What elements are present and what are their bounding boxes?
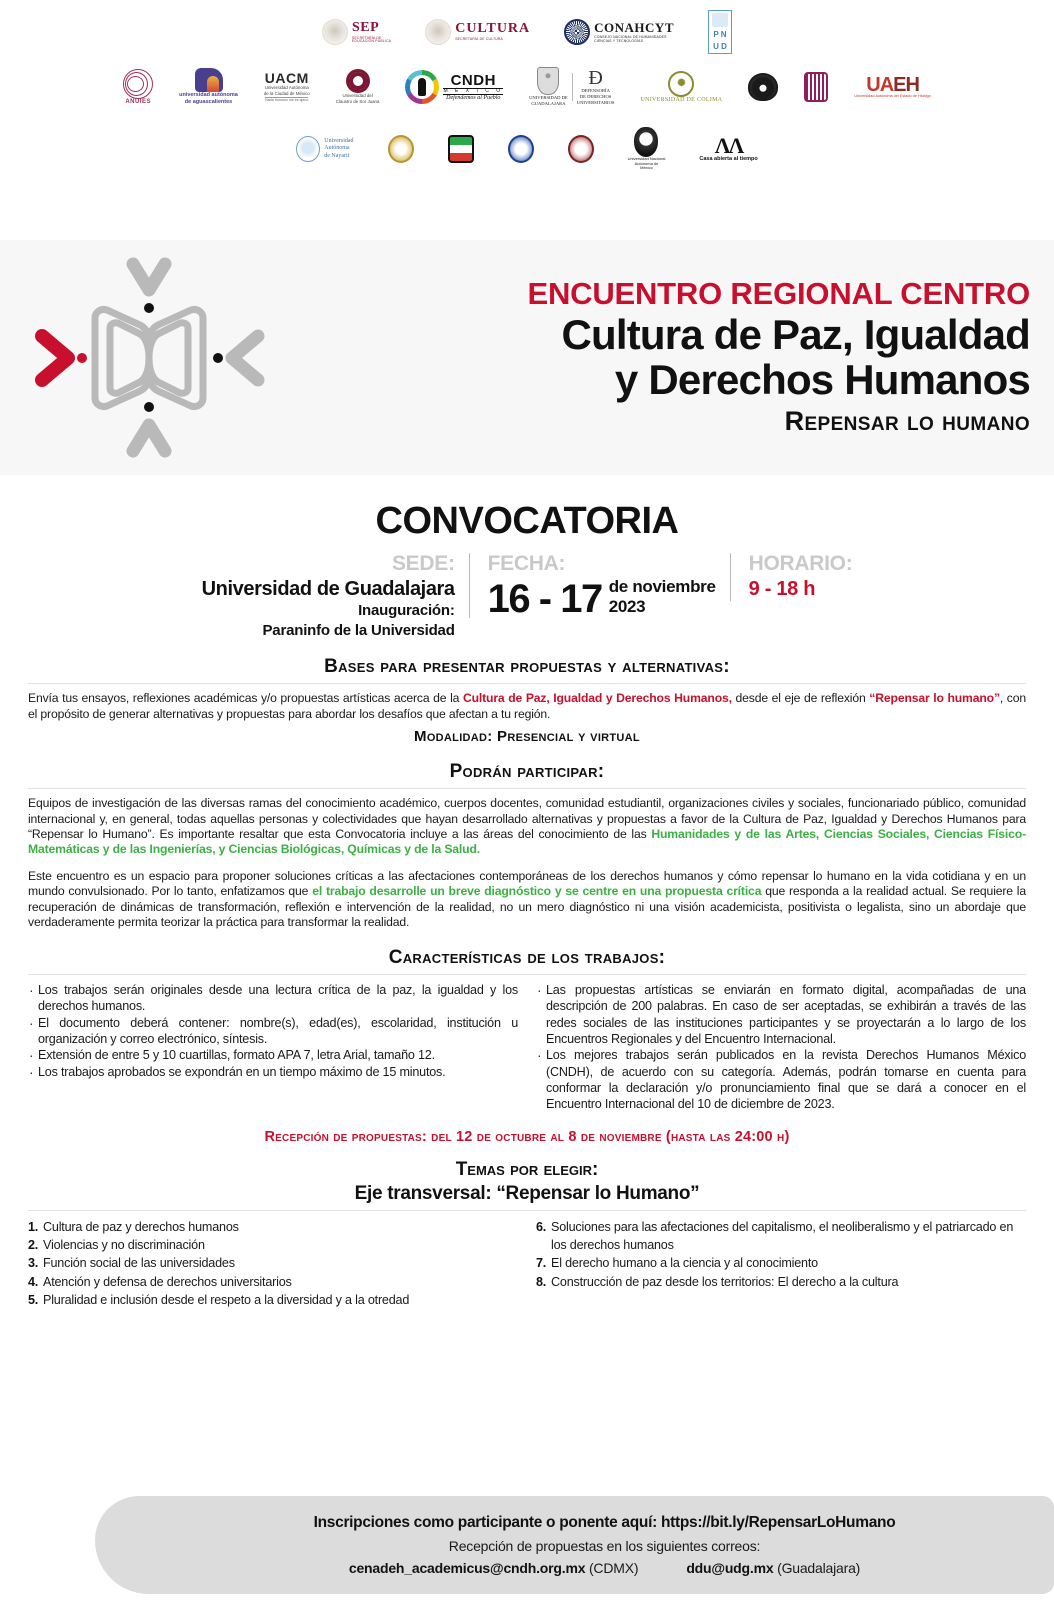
ddu-d-letter-icon: Ɖ <box>588 67 603 90</box>
list-item-label: Cultura de paz y derechos humanos <box>43 1219 239 1234</box>
cultura-logo <box>425 19 530 45</box>
divider <box>28 788 1026 789</box>
list-item-label: Construcción de paz desde los territorios: El derecho a la cultura <box>551 1274 899 1289</box>
flower-seal-icon <box>346 69 370 93</box>
list-item <box>28 1218 518 1236</box>
participar-highlight-2: el trabajo desarrolle un breve diagnóstico y se centre en una propuesta crítica <box>312 884 762 899</box>
temas-right-column <box>536 1218 1026 1309</box>
pnud-letters-u-d: U D <box>713 42 727 51</box>
participar-highlight-1: Humanidades y de las Artes, Ciencias Sociales, Ciencias Físico-Matemáticas y de las Ingenierías, y Ciencias Biológicas, Químicas y de la Salud. <box>28 826 1026 857</box>
email-cdmx[interactable] <box>349 1560 638 1576</box>
anuies-logo-label: ANUIES <box>125 99 151 105</box>
email-guadalajara-city: (Guadalajara) <box>773 1560 861 1576</box>
unam-logo <box>628 127 666 171</box>
temas-heading: Temas por elegir: <box>455 1158 599 1180</box>
sede-value: Universidad de Guadalajara <box>201 578 455 601</box>
pnud-letters-p-n: P N <box>713 30 727 39</box>
sep-logo-label: SEP <box>352 19 380 35</box>
participar-paragraph-1 <box>28 796 1026 858</box>
caracteristicas-right-list <box>536 982 1026 1113</box>
temas-right-list <box>536 1218 1026 1291</box>
list-item <box>536 1218 1026 1255</box>
conahcyt-logo-label: CONAHCYT <box>594 20 674 36</box>
university-seal-icon <box>508 135 534 163</box>
registration-link[interactable]: Inscripciones como participante o ponente aquí: https://bit.ly/RepensarLoHumano <box>313 1514 896 1531</box>
uan-logo <box>296 136 353 162</box>
papalotl-butterfly-glyph <box>0 250 300 465</box>
participar-text-a: Equipos de investigación de las diversas ramas del conocimiento académico, cuerpos docentes, comunidad estudiantil, organizaciones civiles y sociales, funcionariado público, comunidad internacional y, en general, todas aquellas personas y colectividades que hayan desarrollado alternativas y propuestas a favor de la Cultura de Paz, Igualdad y Derechos Humanos para “Repensar lo Humano”. Es importante resaltar que esta Convocatoria incluye a las áreas del conocimiento de las <box>28 796 1026 841</box>
list-item-number: 6. <box>536 1219 547 1234</box>
email-cdmx-address[interactable]: cenadeh_academicus@cndh.org.mx <box>348 1560 586 1576</box>
fecha-year: 2023 <box>608 597 646 617</box>
info-sede <box>188 553 469 640</box>
ucol-logo <box>640 71 722 103</box>
uaa-mark-icon <box>195 68 223 92</box>
sep-logo-sublabel: SECRETARÍA DE EDUCACIÓN PÚBLICA <box>352 35 392 43</box>
caracteristicas-heading: Características de los trabajos: <box>388 946 666 968</box>
anuies-logo <box>123 69 153 105</box>
unam-seal-icon <box>634 127 658 157</box>
caracteristicas-right-column <box>536 982 1026 1113</box>
bases-highlight-2: “Repensar lo humano” <box>869 691 1000 706</box>
list-item: · Extensión de entre 5 y 10 cuartillas, formato APA 7, letra Arial, tamaño 12. <box>28 1047 518 1063</box>
conahcyt-logo-sublabel: CONSEJO NACIONAL DE HUMANIDADES CIENCIAS Y TECNOLOGÍAS <box>594 35 667 43</box>
mexican-eagle-icon <box>322 19 348 45</box>
event-kicker: ENCUENTRO REGIONAL CENTRO <box>527 276 1030 312</box>
participar-text-c: que responda a la realidad actual. Se requiere la recuperación de dinámicas de transformación, reflexión e intervención de la realidad, no un mero diagnóstico ni una visión academicista, positivista o legalista, sino un abordaje que verdaderamente permita teorizar la práctica para transformar la realidad. <box>28 884 1026 930</box>
uaeh-logo-label: UAEH <box>866 74 919 97</box>
header-headings <box>300 278 1054 436</box>
seal-5-logo <box>568 135 594 163</box>
list-item <box>28 1236 518 1254</box>
university-seal-icon <box>388 135 414 163</box>
uacm-logo-motto: Nada humano me es ajeno <box>265 98 309 103</box>
list-item-number: 4. <box>28 1274 39 1289</box>
list-item: · Los trabajos serán originales desde una lectura crítica de la paz, la igualdad y los derechos humanos. <box>28 982 518 1015</box>
sep-logo <box>322 19 391 45</box>
logo-band-universities-1 <box>0 56 1054 118</box>
info-horario <box>730 553 867 601</box>
list-item-number: 1. <box>28 1219 39 1234</box>
sede-inauguracion-label: Inauguración: <box>358 602 455 620</box>
email-guadalajara[interactable] <box>686 1560 860 1576</box>
uaa-logo <box>179 68 238 106</box>
fecha-label: FECHA: <box>487 552 566 575</box>
uan-seal-icon <box>296 136 320 162</box>
cndh-logo-slogan: Defendemos al Pueblo <box>446 95 501 101</box>
sede-label: SEDE: <box>391 552 455 575</box>
participar-text-b: Este encuentro es un espacio para proponer soluciones críticas a las afectaciones contemporáneas de los derechos humanos y cómo repensar lo humano en la vida cotidiana y en un mundo convulsionado. Por lo tanto, enfatizamos que <box>28 868 1026 899</box>
uan-logo-label: Universidad Autónoma de Nayarit <box>324 137 354 159</box>
footer-emails <box>349 1560 860 1576</box>
bases-text-a: Envía tus ensayos, reflexiones académicas y/o propuestas artísticas acerca de la <box>28 691 463 706</box>
list-item: · Los mejores trabajos serán publicados en la revista Derechos Humanos México (CNDH), de acuerdo con su categoría. Además, podrán tomarse en cuenta para conformar la declaración y/o pronunciamiento final que se dará a conocer en el Encuentro Internacional del 10 de diciembre de 2023. <box>536 1047 1026 1112</box>
logo-band-universities-2 <box>0 118 1054 180</box>
seal-4-logo <box>508 135 534 163</box>
mexican-eagle-icon <box>425 19 451 45</box>
logo-divider <box>572 73 573 101</box>
pnud-mark-icon <box>708 10 732 54</box>
list-item-label: Función social de las universidades <box>43 1256 235 1271</box>
uacm-logo-sublabel: Universidad Autónoma de la Ciudad de México <box>263 84 310 96</box>
email-cdmx-city: (CDMX) <box>585 1560 639 1576</box>
cultura-logo-sublabel: SECRETARÍA DE CULTURA <box>455 37 503 42</box>
cndh-logo-label: CNDH <box>450 72 496 89</box>
list-item <box>28 1254 518 1272</box>
list-item-number: 7. <box>536 1256 547 1271</box>
uaeh-logo-sublabel: Universidad Autónoma del Estado de Hidalgo <box>854 94 931 99</box>
horario-label: HORARIO: <box>748 552 853 575</box>
ddu-logo-label: DEFENSORÍA DE DERECHOS UNIVERSITARIOS <box>576 88 615 105</box>
list-item-label: Pluralidad e inclusión desde el respeto a la diversidad y a la otredad <box>43 1292 410 1307</box>
uam-logo-sublabel: Casa abierta al tiempo <box>699 156 758 163</box>
pnud-logo <box>708 10 732 54</box>
seal-3-logo <box>448 135 474 163</box>
divider <box>28 683 1026 684</box>
list-item-number: 2. <box>28 1238 39 1253</box>
list-item <box>536 1273 1026 1291</box>
bases-paragraph <box>28 691 1026 722</box>
uatx-seal-icon <box>804 72 828 102</box>
divider <box>28 974 1026 975</box>
cultura-logo-label: CULTURA <box>455 21 531 37</box>
logo-band-federal <box>0 0 1054 56</box>
list-item-number: 3. <box>28 1256 39 1271</box>
divider <box>28 1210 1026 1211</box>
pnud-emblem-icon <box>712 13 728 27</box>
list-item-label: Atención y defensa de derechos universitarios <box>43 1274 292 1289</box>
uaslp-logo-label: Universidad del Claustro de Sor Juana <box>335 93 380 104</box>
ucol-logo-label: UNIVERSIDAD DE COLIMA <box>640 97 723 103</box>
university-seal-icon <box>568 135 594 163</box>
bases-highlight-1: Cultura de Paz, Igualdad y Derechos Humanos, <box>462 691 732 706</box>
bases-text-b: desde el eje de reflexión <box>731 691 870 706</box>
list-item <box>28 1291 518 1309</box>
modalidad-label: Modalidad: Presencial y virtual <box>414 728 640 746</box>
bases-text-c: , con el propósito de generar alternativas y propuestas para abordar los desafíos que afectan a tu región. <box>28 691 1026 721</box>
cndh-logo <box>405 70 503 104</box>
uaeh-logo <box>854 75 930 99</box>
list-item <box>536 1254 1026 1272</box>
temas-left-column <box>28 1218 518 1309</box>
udg-shield-icon <box>537 67 559 95</box>
eje-transversal: Eje transversal: “Repensar lo Humano” <box>354 1182 700 1204</box>
list-item <box>28 1273 518 1291</box>
fecha-days: 16 - 17 <box>487 577 602 622</box>
bases-heading: Bases para presentar propuestas y alternativas: <box>324 656 730 678</box>
convocatoria-title: CONVOCATORIA <box>375 500 679 542</box>
event-title-line1: Cultura de Paz, Igualdad <box>561 311 1030 359</box>
cndh-hand-emblem-icon <box>405 70 439 104</box>
university-seal-icon <box>448 135 474 163</box>
uam-mark-icon: ΛΛ <box>714 133 743 159</box>
caracteristicas-columns <box>28 982 1026 1113</box>
udg-logo-label: UNIVERSIDAD DE GUADALAJARA <box>529 95 568 106</box>
rosette-icon <box>564 19 590 45</box>
participar-heading: Podrán participar: <box>449 761 605 783</box>
list-item-number: 8. <box>536 1274 547 1289</box>
caracteristicas-left-column <box>28 982 518 1113</box>
list-item-label: Violencias y no discriminación <box>43 1238 205 1253</box>
fecha-month: de noviembre <box>608 577 716 597</box>
event-subtitle: Repensar lo humano <box>784 405 1030 436</box>
list-item: · El documento deberá contener: nombre(s), edad(es), escolaridad, institución u organización y correo electrónico, síntesis. <box>28 1015 518 1048</box>
temas-columns <box>28 1218 1026 1309</box>
uaa-logo-label: universidad autónoma de aguascalientes <box>179 92 238 105</box>
list-item-number: 5. <box>28 1292 39 1307</box>
anuies-rings-icon <box>123 69 153 99</box>
horario-value: 9 - 18 h <box>748 578 816 601</box>
colima-seal-icon: ✺ <box>668 71 694 97</box>
uatx-logo <box>804 72 828 102</box>
info-fecha <box>469 552 730 622</box>
participar-paragraph-2 <box>28 869 1026 931</box>
header-banner <box>0 240 1054 475</box>
list-item-label: Soluciones para las afectaciones del capitalismo, el neoliberalismo y el patriarcado en los derechos humanos <box>551 1219 1014 1253</box>
uaslp-logo <box>336 69 380 104</box>
list-item: · Los trabajos aprobados se expondrán en un tiempo máximo de 15 minutos. <box>28 1064 518 1080</box>
footer-contact-panel <box>95 1496 1054 1594</box>
event-title-line2: y Derechos Humanos <box>614 356 1030 404</box>
uam-logo <box>699 135 757 163</box>
cndh-logo-country: M É X I C O <box>443 88 504 94</box>
recepcion-banner: Recepción de propuestas: del 12 de octubre al 8 de noviembre (hasta las 24:00 h) <box>264 1128 790 1145</box>
uaem-seal-icon <box>748 73 778 101</box>
caracteristicas-left-list <box>28 982 518 1080</box>
uaem-logo <box>748 73 778 101</box>
event-info-row <box>0 553 1054 640</box>
uacm-logo <box>264 71 310 103</box>
unam-logo-label: Universidad Nacional Autónoma de México <box>627 155 666 171</box>
udg-logo <box>529 67 614 106</box>
seal-2-logo <box>388 135 414 163</box>
list-item: · Las propuestas artísticas se enviarán en formato digital, acompañadas de una descripción de 200 palabras. En caso de ser aceptadas, se exhibirán a través de las redes sociales de las instituciones participantes y se proyectarán a lo largo de los Encuentros Regionales y del Encuentro Internacional. <box>536 982 1026 1047</box>
temas-left-list <box>28 1218 518 1309</box>
list-item-label: El derecho humano a la ciencia y al conocimiento <box>551 1256 818 1271</box>
uacm-logo-label: UACM <box>264 69 309 86</box>
email-guadalajara-address[interactable]: ddu@udg.mx <box>686 1560 774 1576</box>
conahcyt-logo <box>564 19 674 45</box>
sede-inauguracion-value: Paraninfo de la Universidad <box>262 621 455 639</box>
footer-subtitle: Recepción de propuestas en los siguientes correos: <box>448 1538 761 1554</box>
